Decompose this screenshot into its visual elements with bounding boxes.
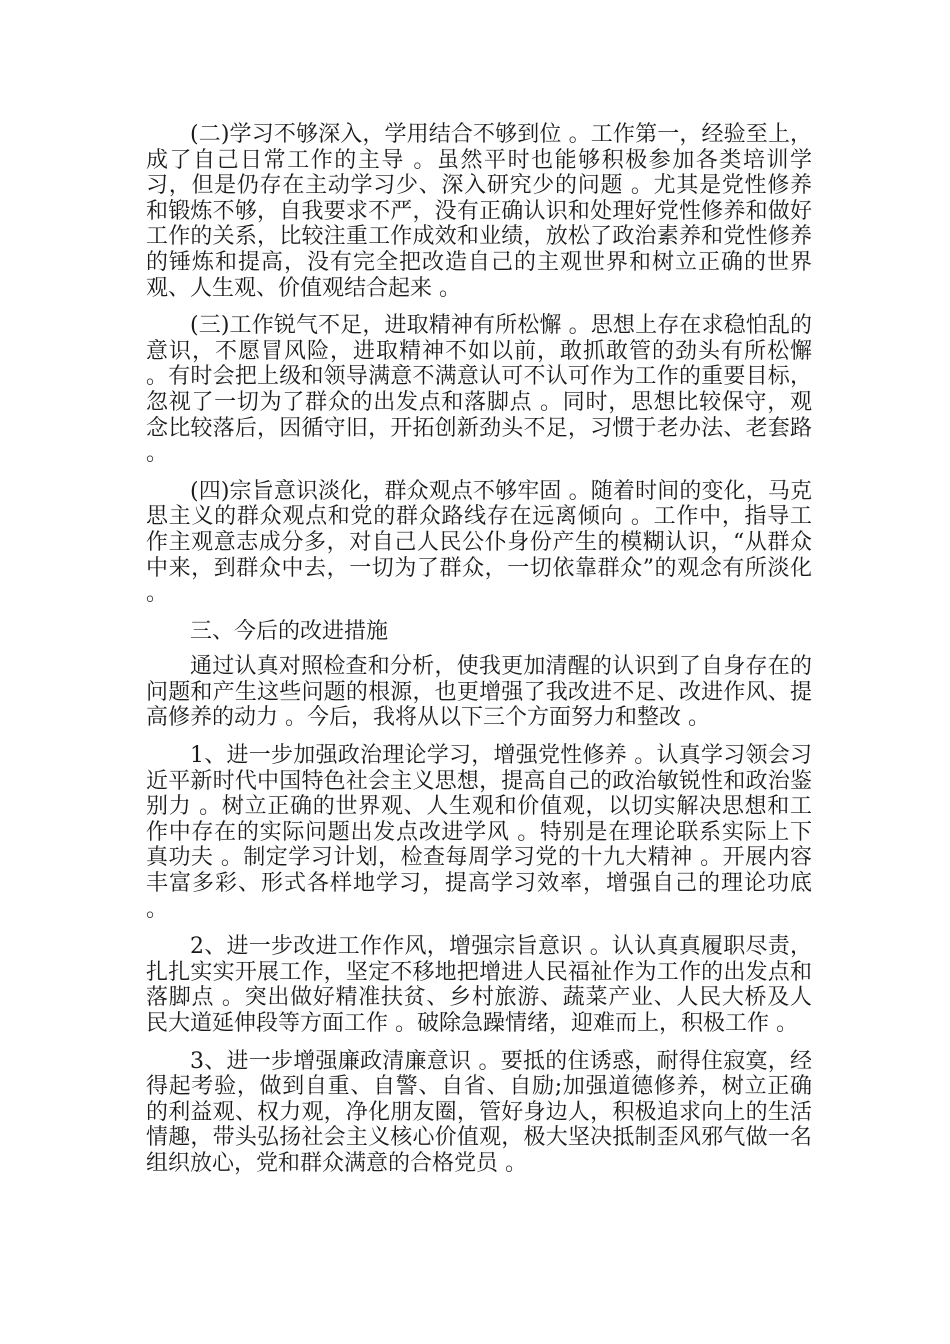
section-heading-improvements: 三、今后的改进措施 [190, 618, 389, 644]
paragraph-weakness-3: (三)工作锐气不足，进取精神有所松懈 。思想上存在求稳怕乱的意识，不愿冒风险，进取精神不如以前，敢抓敢管的劲头有所松懈 。有时会把上级和领导满意不满意认可不认可作为工作的重要目标，忽视了一切为了群众的出发点和落脚点 。同时，思想比较保守，观念比较落后，因循守旧，开拓创新劲头不足，习惯于老办法、老套路 。 [146, 313, 812, 467]
paragraph-measure-1: 1、进一步加强政治理论学习，增强党性修养 。认真学习领会习近平新时代中国特色社会主义思想，提高自己的政治敏锐性和政治鉴别力 。树立正确的世界观、人生观和价值观，以切实解决思想和工作中存在的实际问题出发点改进学风 。特别是在理论联系实际上下真功夫 。制定学习计划，检查每周学习党的十九大精神 。开展内容丰富多彩、形式各样地学习，提高学习效率，增强自己的理论功底 。 [146, 743, 812, 922]
paragraph-weakness-4: (四)宗旨意识淡化，群众观点不够牢固 。随着时间的变化，马克思主义的群众观点和党的群众路线存在远离倾向 。工作中，指导工作主观意志成分多，对自己人民公仆身份产生的模糊认识，“从群众中来，到群众中去，一切为了群众，一切依靠群众”的观念有所淡化 。 [146, 478, 812, 607]
document-body [146, 122, 812, 1189]
paragraph-intro: 通过认真对照检查和分析，使我更加清醒的认识到了自身存在的问题和产生这些问题的根源，也更增强了我改进不足、改进作风、提高修养的动力 。今后，我将从以下三个方面努力和整改 。 [146, 654, 812, 731]
paragraph-measure-2: 2、进一步改进工作作风，增强宗旨意识 。认认真真履职尽责，扎扎实实开展工作，坚定不移地把增进人民福祉作为工作的出发点和落脚点 。突出做好精准扶贫、乡村旅游、蔬菜产业、人民大桥及人民大道延伸段等方面工作 。破除急躁情绪，迎难而上，积极工作 。 [146, 934, 812, 1036]
paragraph-weakness-2: (二)学习不够深入，学用结合不够到位 。工作第一，经验至上，成了自己日常工作的主导 。虽然平时也能够积极参加各类培训学习，但是仍存在主动学习少、深入研究少的问题 。尤其是党性修养和锻炼不够，自我要求不严，没有正确认识和处理好党性修养和做好工作的关系，比较注重工作成效和业绩，放松了政治素养和党性修养的锤炼和提高，没有完全把改造自己的主观世界和树立正确的世界观、人生观、价值观结合起来 。 [146, 122, 812, 301]
paragraph-measure-3: 3、进一步增强廉政清廉意识 。要抵的住诱惑，耐得住寂寞，经得起考验，做到自重、自警、自省、自励;加强道德修养，树立正确的利益观、权力观，净化朋友圈，管好身边人，积极追求向上的生活情趣，带头弘扬社会主义核心价值观，极大坚决抵制歪风邪气做一名组织放心，党和群众满意的合格党员 。 [146, 1048, 812, 1176]
